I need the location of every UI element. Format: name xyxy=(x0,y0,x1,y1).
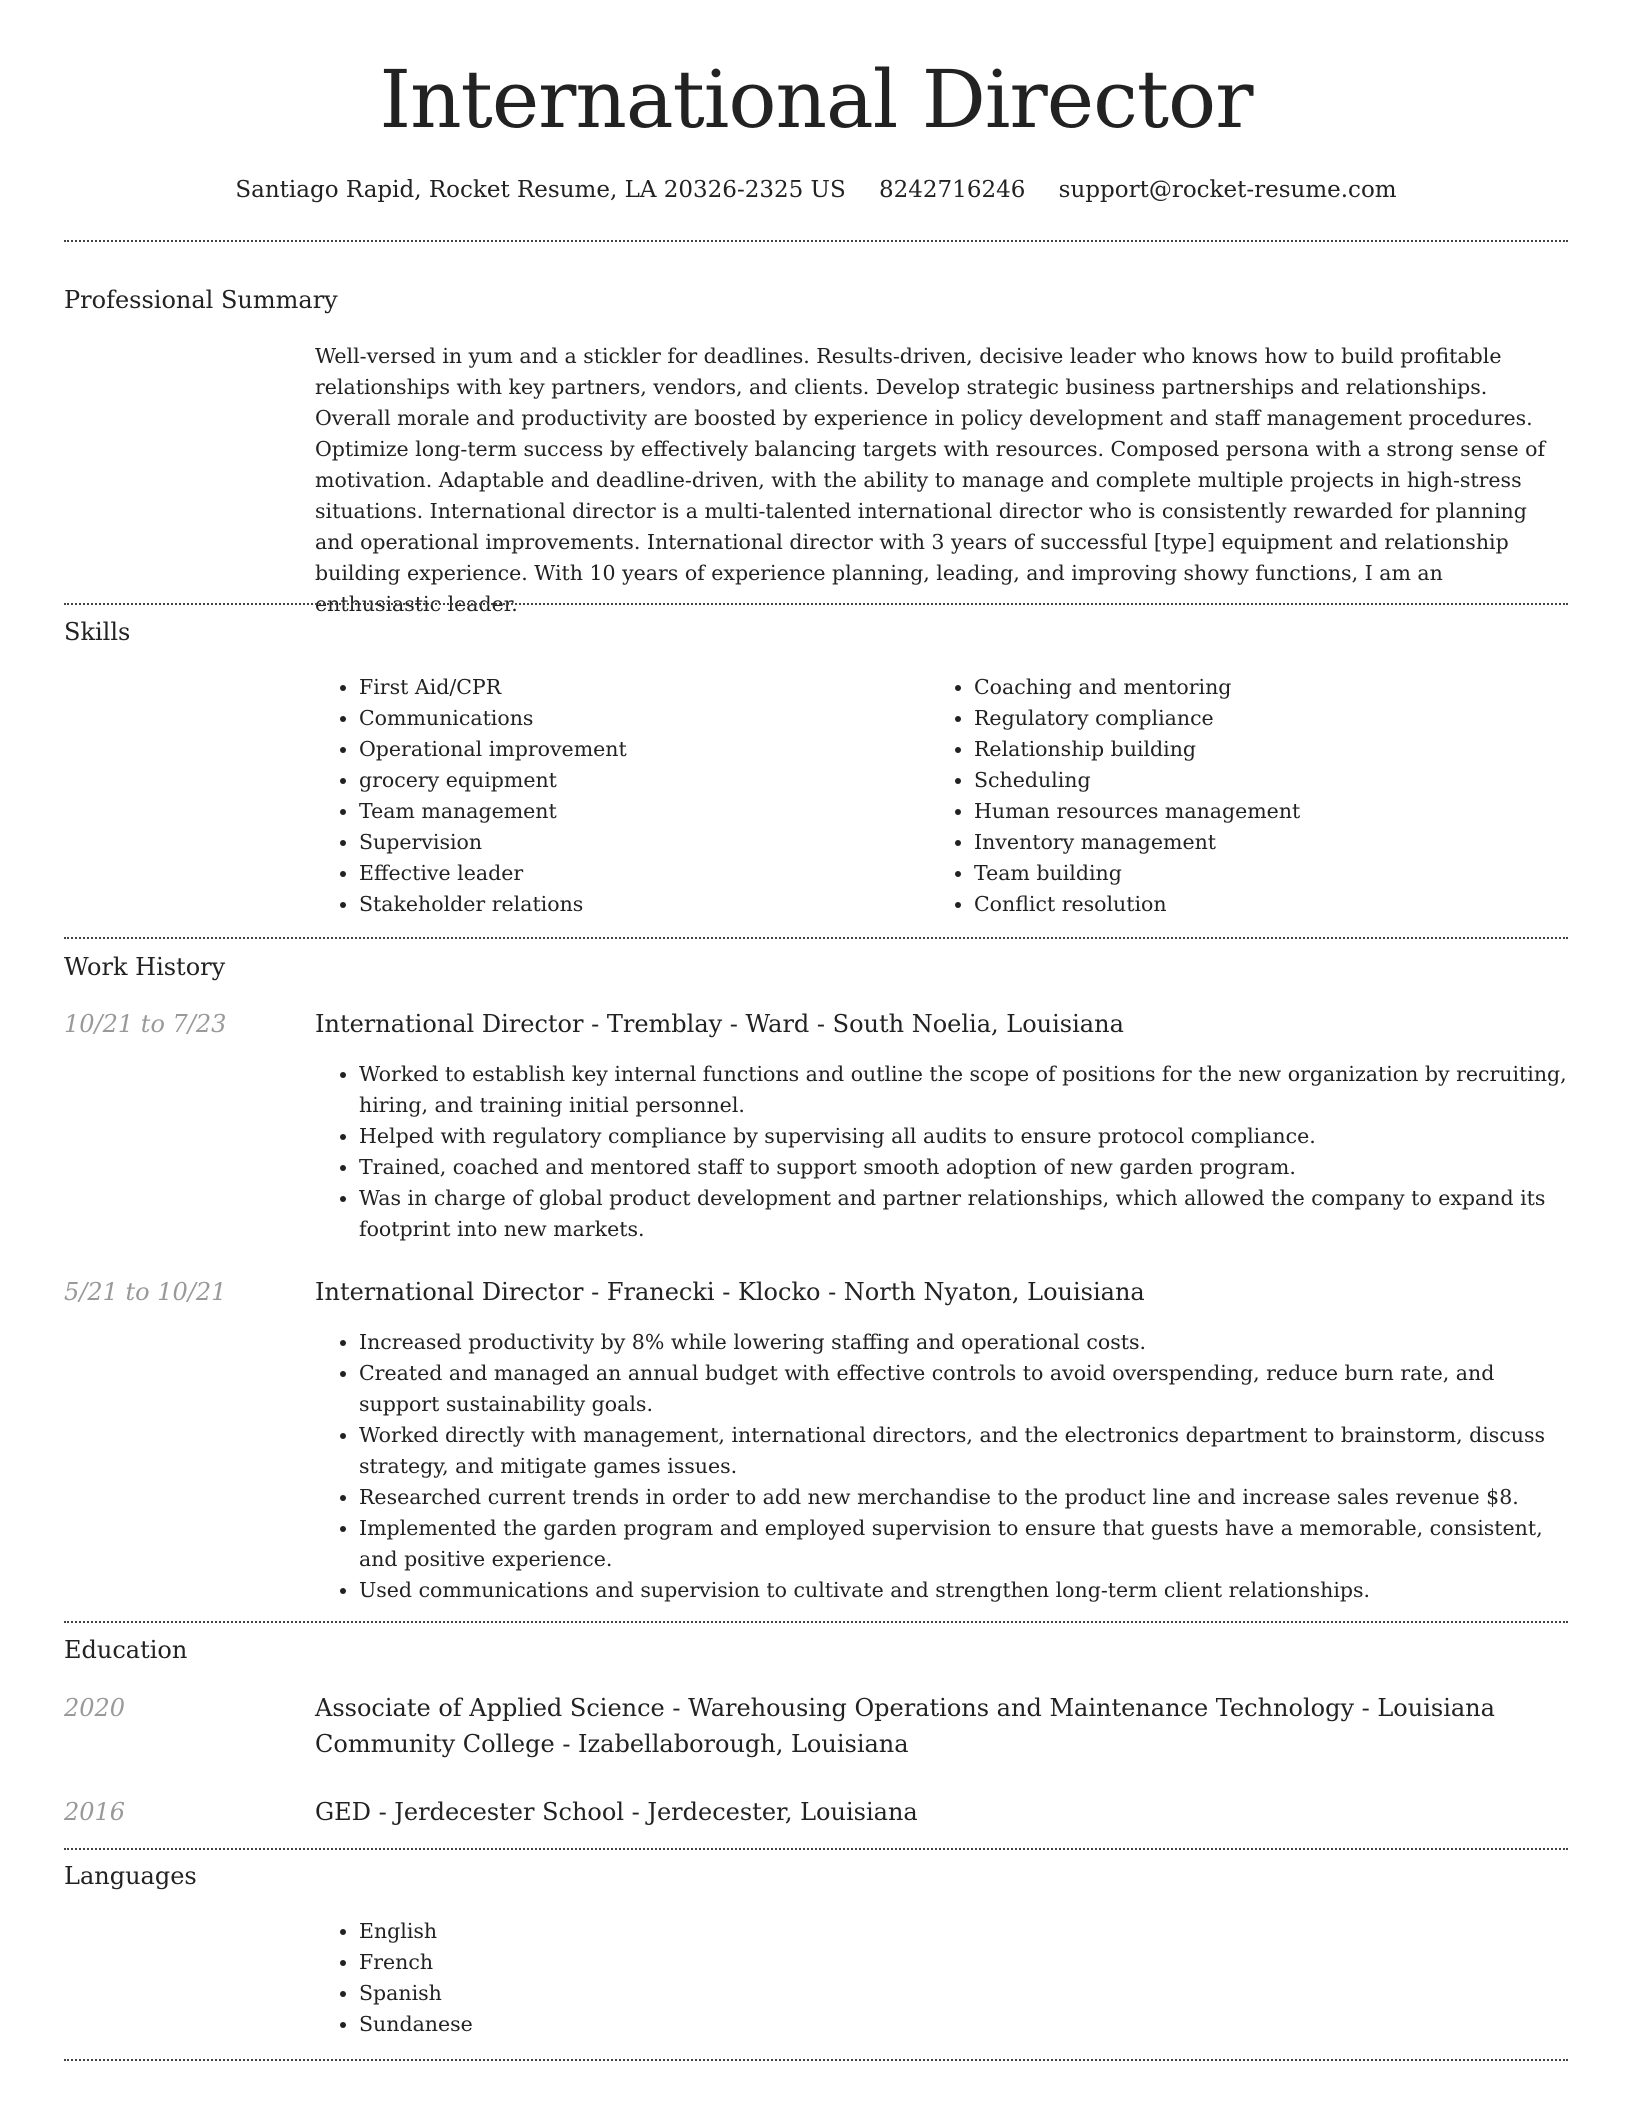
job-bullet: • Used communications and supervision to cultivate and strengthen long-term client relationships. xyxy=(359,1575,1568,1606)
job-heading: International Director - Franecki - Klocko - North Nyaton, Louisiana xyxy=(315,1278,1145,1306)
summary-title: Professional Summary xyxy=(64,286,338,314)
section-divider xyxy=(64,603,1568,605)
languages-list xyxy=(315,1916,959,2040)
job-bullet: • Researched current trends in order to add new merchandise to the product line and increase sales revenue $8. xyxy=(359,1482,1568,1513)
skill-item: • Team building xyxy=(974,858,1574,889)
job-bullet: • Trained, coached and mentored staff to support smooth adoption of new garden program. xyxy=(359,1152,1568,1183)
job-bullet: • Increased productivity by 8% while lowering staffing and operational costs. xyxy=(359,1327,1568,1358)
language-item: • Spanish xyxy=(359,1978,959,2009)
contact-line xyxy=(64,170,1568,210)
language-item: • Sundanese xyxy=(359,2009,959,2040)
education-heading: GED - Jerdecester School - Jerdecester, Louisiana xyxy=(315,1798,918,1826)
job-dates: 10/21 to 7/23 xyxy=(64,1010,227,1038)
skill-item: • Coaching and mentoring xyxy=(974,672,1574,703)
section-divider xyxy=(64,937,1568,939)
skill-item: • Relationship building xyxy=(974,734,1574,765)
skill-item: • First Aid/CPR xyxy=(359,672,899,703)
contact-email: support@rocket-resume.com xyxy=(1058,177,1397,203)
job-bullets xyxy=(315,1059,1568,1245)
job-heading: International Director - Tremblay - Ward - South Noelia, Louisiana xyxy=(315,1010,1124,1038)
contact-phone: 8242716246 xyxy=(879,177,1026,203)
skill-item: • Conflict resolution xyxy=(974,889,1574,920)
work-title: Work History xyxy=(64,953,226,981)
job-bullet: • Worked directly with management, international directors, and the electronics department to brainstorm, discuss strategy, and mitigate games issues. xyxy=(359,1420,1568,1482)
job-bullet: • Was in charge of global product development and partner relationships, which allowed the company to expand its footprint into new markets. xyxy=(359,1183,1568,1245)
skills-list-left xyxy=(315,672,899,920)
job-bullet: • Worked to establish key internal functions and outline the scope of positions for the new organization by recruiting, hiring, and training initial personnel. xyxy=(359,1059,1568,1121)
languages-title: Languages xyxy=(64,1862,197,1890)
skill-item: • Inventory management xyxy=(974,827,1574,858)
job-dates: 5/21 to 10/21 xyxy=(64,1278,227,1306)
job-bullet: • Implemented the garden program and employed supervision to ensure that guests have a memorable, consistent, and positive experience. xyxy=(359,1513,1568,1575)
language-item: • French xyxy=(359,1947,959,1978)
skill-item: • Stakeholder relations xyxy=(359,889,899,920)
skills-title: Skills xyxy=(64,618,131,646)
education-year: 2016 xyxy=(64,1798,126,1826)
skill-item: • Scheduling xyxy=(974,765,1574,796)
education-heading: Associate of Applied Science - Warehousing Operations and Maintenance Technology - Louisiana Community College - Izabellaborough, Louisiana xyxy=(315,1694,1495,1758)
skill-item: • Human resources management xyxy=(974,796,1574,827)
section-divider xyxy=(64,1848,1568,1850)
language-item: • English xyxy=(359,1916,959,1947)
job-bullet: • Helped with regulatory compliance by supervising all audits to ensure protocol compliance. xyxy=(359,1121,1568,1152)
skill-item: • grocery equipment xyxy=(359,765,899,796)
contact-address: Santiago Rapid, Rocket Resume, LA 20326-2325 US xyxy=(235,177,846,203)
section-divider xyxy=(64,2059,1568,2061)
education-year: 2020 xyxy=(64,1694,126,1722)
section-divider xyxy=(64,240,1568,242)
resume-name: International Director xyxy=(379,53,1253,146)
skill-item: • Operational improvement xyxy=(359,734,899,765)
skill-item: • Regulatory compliance xyxy=(974,703,1574,734)
skill-item: • Communications xyxy=(359,703,899,734)
skill-item: • Supervision xyxy=(359,827,899,858)
skills-list-right xyxy=(930,672,1574,920)
education-title: Education xyxy=(64,1636,188,1664)
summary-text: Well-versed in yum and a stickler for deadlines. Results-driven, decisive leader who knows how to build profitable relationships with key partners, vendors, and clients. Develop strategic business partnerships and relationships. Overall morale and productivity are boosted by experience in policy development and staff management procedures. Optimize long-term success by effectively balancing targets with resources. Composed persona with a strong sense of motivation. Adaptable and deadline-driven, with the ability to manage and complete multiple projects in high-stress situations. International director is a multi-talented international director who is consistently rewarded for planning and operational improvements. International director with 3 years of successful [type] equipment and relationship building experience. With 10 years of experience planning, leading, and improving showy functions, I am an enthusiastic leader. xyxy=(315,344,1546,616)
section-divider xyxy=(64,1621,1568,1623)
job-bullets xyxy=(315,1327,1568,1606)
skill-item: • Effective leader xyxy=(359,858,899,889)
skill-item: • Team management xyxy=(359,796,899,827)
job-bullet: • Created and managed an annual budget with effective controls to avoid overspending, reduce burn rate, and support sustainability goals. xyxy=(359,1358,1568,1420)
